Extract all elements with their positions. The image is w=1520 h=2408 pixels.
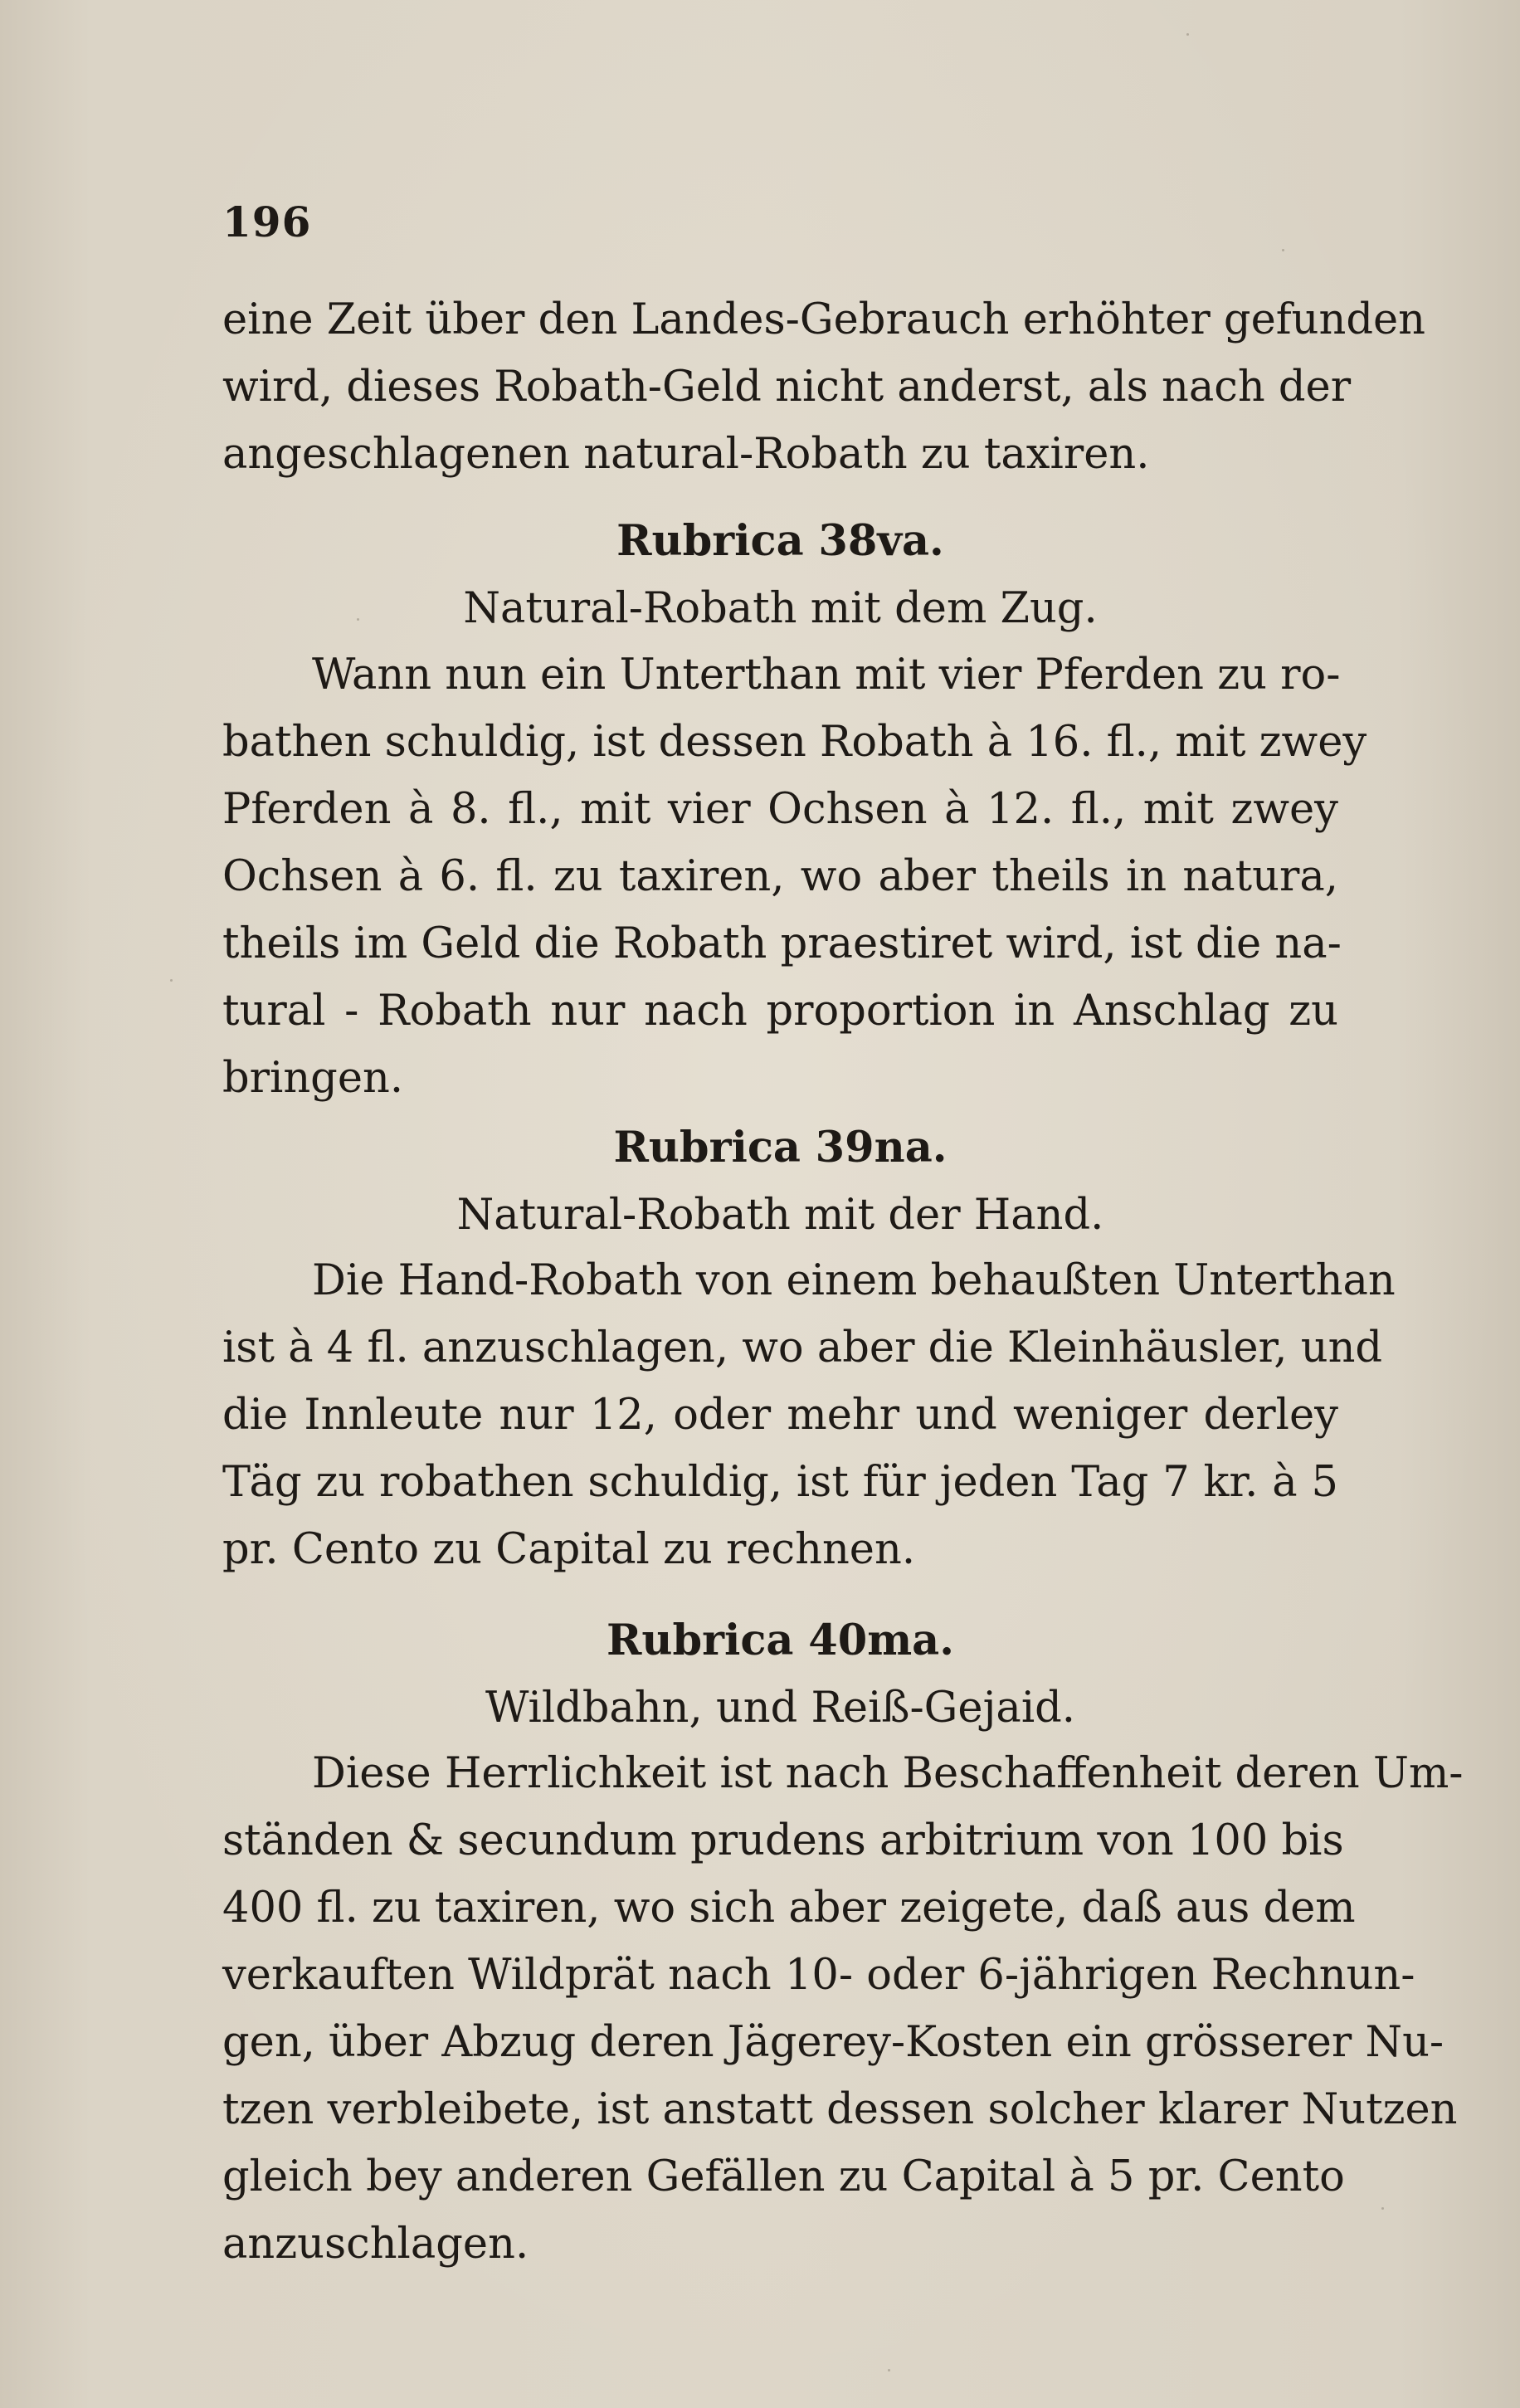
section-40-paragraph	[222, 1740, 1464, 2278]
section-39-heading	[222, 1114, 1338, 1249]
section-title: Natural-Robath mit der Hand.	[456, 1191, 1104, 1240]
text-line: tzen verbleibete, ist anstatt dessen solcher klarer Nutzen	[222, 2085, 1458, 2134]
text-line: ist à 4 fl. anzuschlagen, wo aber die Kleinhäusler, und	[222, 1323, 1383, 1372]
text-line: anzuschlagen.	[222, 2220, 529, 2269]
rubric-heading: Rubrica 40ma.	[607, 1616, 954, 1665]
text-line: theils im Geld die Robath praestiret wird, ist die na-	[222, 919, 1342, 968]
paper-speck	[357, 618, 359, 621]
text-line: Wann nun ein Unterthan mit vier Pferden zu ro-	[312, 651, 1341, 699]
text-line: verkauften Wildprät nach 10- oder 6-jährigen Rechnun-	[222, 1951, 1415, 2000]
text-line: eine Zeit über den Landes-Gebrauch erhöhter gefunden	[222, 295, 1425, 344]
paper-speck	[1282, 249, 1284, 251]
section-title: Wildbahn, und Reiß-Gejaid.	[485, 1684, 1075, 1733]
text-line: angeschlagenen natural-Robath zu taxiren.	[222, 430, 1150, 479]
section-38-paragraph	[222, 641, 1367, 1112]
section-title: Natural-Robath mit dem Zug.	[463, 584, 1098, 633]
rubric-heading: Rubrica 39na.	[613, 1123, 948, 1172]
text-line: Ochsen à 6. fl. zu taxiren, wo aber theils in natura,	[222, 852, 1338, 901]
paper-speck	[1186, 33, 1189, 36]
text-line: Täg zu robathen schuldig, ist für jeden Tag 7 kr. à 5	[222, 1458, 1338, 1507]
text-line: bathen schuldig, ist dessen Robath à 16. fl., mit zwey	[222, 718, 1367, 767]
text-line: wird, dieses Robath-Geld nicht anderst, als nach der	[222, 363, 1352, 412]
paper-speck	[1381, 2207, 1384, 2210]
paper-speck	[170, 979, 173, 982]
text-line: ständen & secundum prudens arbitrium von 100 bis	[222, 1816, 1344, 1865]
rubric-heading: Rubrica 38va.	[616, 516, 944, 566]
section-39-paragraph	[222, 1247, 1396, 1583]
paper-speck	[888, 2369, 890, 2371]
text-line: tural - Robath nur nach proportion in Anschlag zu	[222, 987, 1338, 1036]
text-line: pr. Cento zu Capital zu rechnen.	[222, 1525, 916, 1574]
text-line: Pferden à 8. fl., mit vier Ochsen à 12. fl., mit zwey	[222, 785, 1338, 834]
section-38-heading	[222, 508, 1338, 642]
page-number: 196	[222, 197, 312, 246]
text-line: Diese Herrlichkeit ist nach Beschaffenheit deren Um-	[312, 1749, 1464, 1798]
text-line: die Innleute nur 12, oder mehr und weniger derley	[222, 1391, 1338, 1440]
text-line: 400 fl. zu taxiren, wo sich aber zeigete, daß aus dem	[222, 1884, 1356, 1933]
text-line: gen, über Abzug deren Jägerey-Kosten ein grösserer Nu-	[222, 2018, 1444, 2067]
section-40-heading	[222, 1607, 1338, 1742]
text-line: gleich bey anderen Gefällen zu Capital à 5 pr. Cento	[222, 2152, 1345, 2201]
text-line: bringen.	[222, 1054, 404, 1103]
text-line: Die Hand-Robath von einem behaußten Unterthan	[312, 1256, 1396, 1305]
intro-paragraph	[222, 286, 1425, 488]
